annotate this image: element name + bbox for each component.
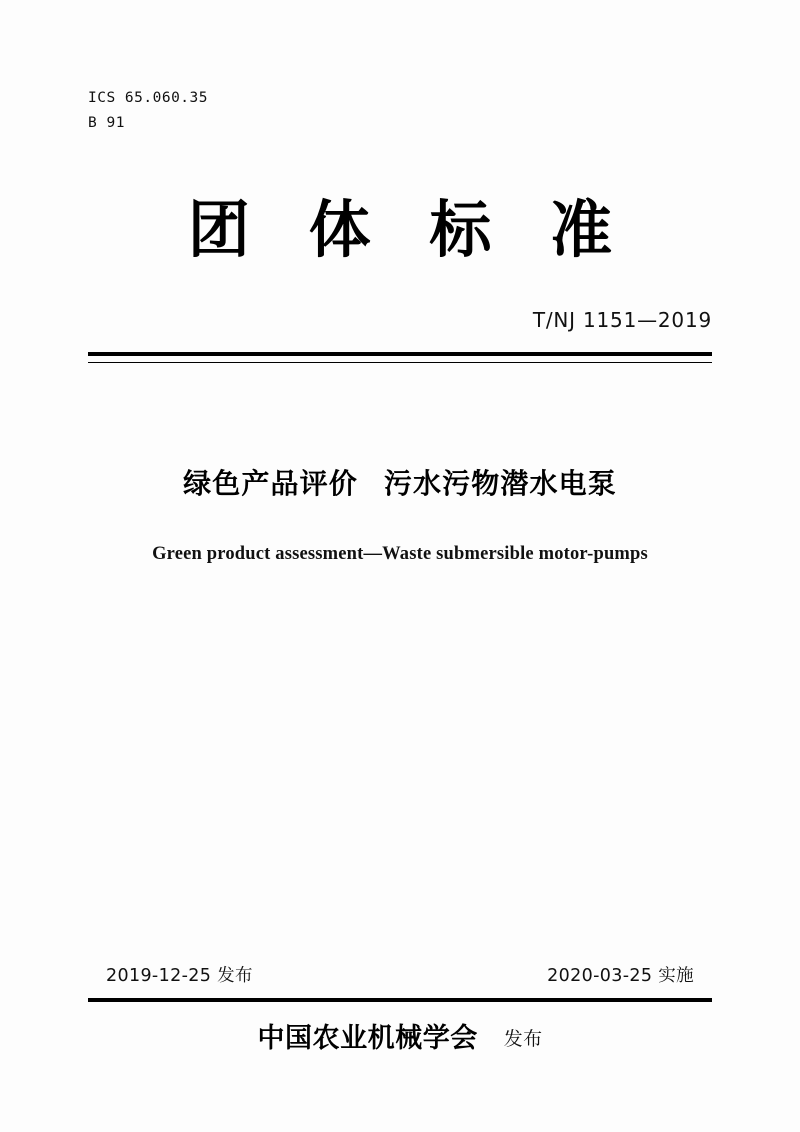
subject-title-chinese [88,462,712,502]
subject-title-english: Green product assessment—Waste submersible motor-pumps [152,544,648,564]
subject-title-chinese-part2: 污水污物潜水电泵 [383,467,617,500]
standard-number: T/NJ 1151—2019 [532,308,712,332]
issuer-verb: 发布 [503,1028,543,1050]
classification-codes [88,86,208,137]
issue-date: 2019-12-25 发布 [106,966,253,986]
header-rule-thick [88,352,712,356]
issuer-name: 中国农业机械学会 [257,1023,478,1054]
implementation-date: 2020-03-25 实施 [547,966,694,986]
issuer-block [88,1016,712,1055]
header-rule-thin [88,362,712,363]
subject-title-chinese-part1: 绿色产品评价 [183,467,358,500]
document-type-title: 团 体 标 准 [187,193,631,266]
footer-rule-thick [88,998,712,1002]
ics-code: ICS 65.060.35 [88,90,208,106]
classification-code: B 91 [88,115,125,132]
